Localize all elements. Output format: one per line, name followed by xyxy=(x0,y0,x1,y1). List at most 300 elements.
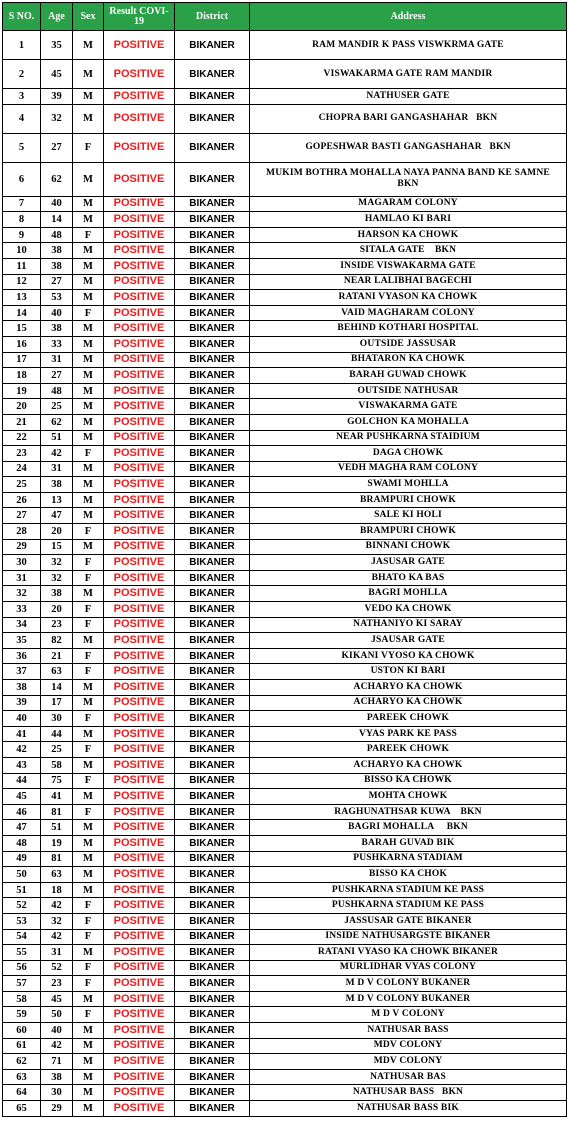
cell-sno: 24 xyxy=(3,461,41,477)
cell-sno: 60 xyxy=(3,1023,41,1039)
cell-sno: 57 xyxy=(3,976,41,992)
cell-district: BIKANER xyxy=(175,368,250,384)
table-row xyxy=(3,321,567,337)
cell-result: POSITIVE xyxy=(104,1054,175,1070)
cell-sno: 1 xyxy=(3,31,41,60)
cell-district: BIKANER xyxy=(175,133,250,162)
cell-sno: 32 xyxy=(3,586,41,602)
cell-age: 71 xyxy=(41,1054,73,1070)
cell-result: POSITIVE xyxy=(104,60,175,89)
cell-address: BRAMPURI CHOWK xyxy=(250,492,567,508)
cell-sno: 33 xyxy=(3,602,41,618)
table-row xyxy=(3,586,567,602)
cell-district: BIKANER xyxy=(175,882,250,898)
table-body xyxy=(3,31,567,1117)
cell-district: BIKANER xyxy=(175,1069,250,1085)
table-row xyxy=(3,773,567,789)
cell-address: NEAR LALIBHAI BAGECHI xyxy=(250,274,567,290)
cell-result: POSITIVE xyxy=(104,913,175,929)
cell-sno: 31 xyxy=(3,570,41,586)
cell-sno: 65 xyxy=(3,1101,41,1117)
table-row xyxy=(3,1007,567,1023)
cell-sex: F xyxy=(73,742,104,758)
cell-address: MAGARAM COLONY xyxy=(250,196,567,212)
cell-address: DAGA CHOWK xyxy=(250,446,567,462)
cell-district: BIKANER xyxy=(175,820,250,836)
table-row xyxy=(3,711,567,727)
cell-address: ACHARYO KA CHOWK xyxy=(250,695,567,711)
cell-sno: 20 xyxy=(3,399,41,415)
cell-sno: 41 xyxy=(3,726,41,742)
cell-district: BIKANER xyxy=(175,835,250,851)
cell-result: POSITIVE xyxy=(104,976,175,992)
cell-sno: 56 xyxy=(3,960,41,976)
cell-sex: M xyxy=(73,258,104,274)
cell-result: POSITIVE xyxy=(104,929,175,945)
cell-address: NATHUSAR BASS BIK xyxy=(250,1101,567,1117)
cell-sex: M xyxy=(73,60,104,89)
cell-address: M D V COLONY BUKANER xyxy=(250,991,567,1007)
cell-age: 63 xyxy=(41,867,73,883)
cell-sex: M xyxy=(73,1069,104,1085)
table-row xyxy=(3,804,567,820)
cell-sex: M xyxy=(73,212,104,228)
cell-district: BIKANER xyxy=(175,1023,250,1039)
cell-result: POSITIVE xyxy=(104,789,175,805)
cell-address: BRAMPURI CHOWK xyxy=(250,524,567,540)
cell-result: POSITIVE xyxy=(104,352,175,368)
table-row xyxy=(3,1101,567,1117)
cell-district: BIKANER xyxy=(175,913,250,929)
cell-age: 31 xyxy=(41,945,73,961)
cell-sno: 62 xyxy=(3,1054,41,1070)
cell-age: 81 xyxy=(41,804,73,820)
table-row xyxy=(3,524,567,540)
cell-age: 13 xyxy=(41,492,73,508)
cell-age: 19 xyxy=(41,835,73,851)
cell-sno: 18 xyxy=(3,368,41,384)
cell-district: BIKANER xyxy=(175,991,250,1007)
cell-result: POSITIVE xyxy=(104,305,175,321)
cell-result: POSITIVE xyxy=(104,867,175,883)
cell-result: POSITIVE xyxy=(104,321,175,337)
cell-age: 58 xyxy=(41,757,73,773)
cell-address: VISWAKARMA GATE xyxy=(250,399,567,415)
cell-sex: M xyxy=(73,89,104,105)
cell-district: BIKANER xyxy=(175,492,250,508)
cell-sex: M xyxy=(73,633,104,649)
cell-age: 42 xyxy=(41,446,73,462)
cell-address: BINNANI CHOWK xyxy=(250,539,567,555)
header-district: District xyxy=(175,3,250,31)
cell-result: POSITIVE xyxy=(104,882,175,898)
cell-result: POSITIVE xyxy=(104,133,175,162)
cell-age: 25 xyxy=(41,742,73,758)
cell-result: POSITIVE xyxy=(104,89,175,105)
table-row xyxy=(3,664,567,680)
table-row xyxy=(3,1023,567,1039)
cell-address: GOPESHWAR BASTI GANGASHAHAR BKN xyxy=(250,133,567,162)
cell-result: POSITIVE xyxy=(104,383,175,399)
cell-age: 48 xyxy=(41,383,73,399)
cell-result: POSITIVE xyxy=(104,648,175,664)
cell-age: 30 xyxy=(41,1085,73,1101)
cell-result: POSITIVE xyxy=(104,695,175,711)
cell-result: POSITIVE xyxy=(104,633,175,649)
cell-sex: M xyxy=(73,991,104,1007)
cell-result: POSITIVE xyxy=(104,617,175,633)
cell-result: POSITIVE xyxy=(104,898,175,914)
cell-result: POSITIVE xyxy=(104,524,175,540)
cell-sex: F xyxy=(73,570,104,586)
cell-address: OUTSIDE NATHUSAR xyxy=(250,383,567,399)
cell-sno: 28 xyxy=(3,524,41,540)
cell-age: 42 xyxy=(41,929,73,945)
cell-district: BIKANER xyxy=(175,773,250,789)
cell-address: RAGHUNATHSAR KUWA BKN xyxy=(250,804,567,820)
table-row xyxy=(3,835,567,851)
cell-sex: M xyxy=(73,726,104,742)
cell-sex: M xyxy=(73,274,104,290)
cell-sno: 7 xyxy=(3,196,41,212)
table-row xyxy=(3,976,567,992)
cell-sex: F xyxy=(73,960,104,976)
table-row xyxy=(3,290,567,306)
cell-sex: F xyxy=(73,602,104,618)
cell-sno: 46 xyxy=(3,804,41,820)
cell-result: POSITIVE xyxy=(104,726,175,742)
cell-address: INSIDE NATHUSARGSTE BIKANER xyxy=(250,929,567,945)
cell-district: BIKANER xyxy=(175,196,250,212)
table-row xyxy=(3,60,567,89)
cell-district: BIKANER xyxy=(175,1007,250,1023)
cell-age: 51 xyxy=(41,820,73,836)
cell-age: 32 xyxy=(41,913,73,929)
table-row xyxy=(3,570,567,586)
cell-sex: M xyxy=(73,430,104,446)
cell-address: PUSHKARNA STADIUM KE PASS xyxy=(250,898,567,914)
table-row xyxy=(3,898,567,914)
cell-sex: M xyxy=(73,508,104,524)
cell-result: POSITIVE xyxy=(104,602,175,618)
cell-sex: F xyxy=(73,227,104,243)
cell-sex: F xyxy=(73,804,104,820)
cell-district: BIKANER xyxy=(175,243,250,259)
cell-district: BIKANER xyxy=(175,290,250,306)
cell-district: BIKANER xyxy=(175,446,250,462)
cell-result: POSITIVE xyxy=(104,274,175,290)
cell-district: BIKANER xyxy=(175,695,250,711)
cell-sex: F xyxy=(73,305,104,321)
cell-sex: M xyxy=(73,1085,104,1101)
cell-address: BISSO KA CHOWK xyxy=(250,773,567,789)
cell-sno: 13 xyxy=(3,290,41,306)
cell-sno: 49 xyxy=(3,851,41,867)
cell-age: 20 xyxy=(41,602,73,618)
cell-age: 15 xyxy=(41,539,73,555)
cell-sex: M xyxy=(73,461,104,477)
header-row xyxy=(3,3,567,31)
table-row xyxy=(3,820,567,836)
cell-sno: 55 xyxy=(3,945,41,961)
cell-address: JSAUSAR GATE xyxy=(250,633,567,649)
table-row xyxy=(3,352,567,368)
table-row xyxy=(3,851,567,867)
cell-address: RAM MANDIR K PASS VISWKRMA GATE xyxy=(250,31,567,60)
cell-district: BIKANER xyxy=(175,414,250,430)
table-row xyxy=(3,1038,567,1054)
cell-sex: M xyxy=(73,162,104,196)
table-row xyxy=(3,617,567,633)
cell-sex: F xyxy=(73,617,104,633)
cell-address: VYAS PARK KE PASS xyxy=(250,726,567,742)
cell-sno: 37 xyxy=(3,664,41,680)
cell-district: BIKANER xyxy=(175,742,250,758)
cell-result: POSITIVE xyxy=(104,804,175,820)
cell-district: BIKANER xyxy=(175,89,250,105)
cell-district: BIKANER xyxy=(175,31,250,60)
cell-result: POSITIVE xyxy=(104,586,175,602)
cell-address: OUTSIDE JASSUSAR xyxy=(250,336,567,352)
header-result: Result COVI-19 xyxy=(104,3,175,31)
cell-district: BIKANER xyxy=(175,60,250,89)
cell-sex: M xyxy=(73,835,104,851)
cell-district: BIKANER xyxy=(175,945,250,961)
cell-result: POSITIVE xyxy=(104,851,175,867)
cell-age: 38 xyxy=(41,321,73,337)
cell-sno: 14 xyxy=(3,305,41,321)
cell-sno: 12 xyxy=(3,274,41,290)
cell-address: BHATARON KA CHOWK xyxy=(250,352,567,368)
cell-district: BIKANER xyxy=(175,539,250,555)
cell-result: POSITIVE xyxy=(104,461,175,477)
cell-age: 81 xyxy=(41,851,73,867)
cell-result: POSITIVE xyxy=(104,492,175,508)
cell-address: NATHUSAR BASS xyxy=(250,1023,567,1039)
cell-district: BIKANER xyxy=(175,1054,250,1070)
cell-age: 21 xyxy=(41,648,73,664)
cell-district: BIKANER xyxy=(175,321,250,337)
cell-address: NATHANIYO KI SARAY xyxy=(250,617,567,633)
cell-sno: 5 xyxy=(3,133,41,162)
cell-sex: M xyxy=(73,539,104,555)
table-row xyxy=(3,104,567,133)
cell-age: 82 xyxy=(41,633,73,649)
cell-age: 42 xyxy=(41,898,73,914)
cell-result: POSITIVE xyxy=(104,1023,175,1039)
cell-sno: 53 xyxy=(3,913,41,929)
cell-district: BIKANER xyxy=(175,352,250,368)
cell-district: BIKANER xyxy=(175,851,250,867)
cell-address: PUSHKARNA STADIAM xyxy=(250,851,567,867)
table-row xyxy=(3,1085,567,1101)
cell-sno: 48 xyxy=(3,835,41,851)
cell-sno: 39 xyxy=(3,695,41,711)
cell-address: BEHIND KOTHARI HOSPITAL xyxy=(250,321,567,337)
table-row xyxy=(3,446,567,462)
cell-sno: 44 xyxy=(3,773,41,789)
cell-address: BISSO KA CHOK xyxy=(250,867,567,883)
cell-sex: M xyxy=(73,104,104,133)
cell-sno: 25 xyxy=(3,477,41,493)
table-row xyxy=(3,89,567,105)
cell-result: POSITIVE xyxy=(104,336,175,352)
table-row xyxy=(3,414,567,430)
cell-sno: 51 xyxy=(3,882,41,898)
cell-sex: M xyxy=(73,867,104,883)
covid-results-table xyxy=(2,2,567,1117)
cell-address: RATANI VYASO KA CHOWK BIKANER xyxy=(250,945,567,961)
cell-age: 31 xyxy=(41,352,73,368)
cell-age: 63 xyxy=(41,664,73,680)
table-row xyxy=(3,602,567,618)
cell-district: BIKANER xyxy=(175,648,250,664)
cell-sex: M xyxy=(73,586,104,602)
cell-result: POSITIVE xyxy=(104,757,175,773)
cell-result: POSITIVE xyxy=(104,1069,175,1085)
cell-sex: M xyxy=(73,1054,104,1070)
cell-district: BIKANER xyxy=(175,399,250,415)
cell-sno: 10 xyxy=(3,243,41,259)
cell-age: 25 xyxy=(41,399,73,415)
cell-age: 52 xyxy=(41,960,73,976)
cell-sex: M xyxy=(73,945,104,961)
cell-age: 42 xyxy=(41,1038,73,1054)
cell-sex: M xyxy=(73,851,104,867)
cell-district: BIKANER xyxy=(175,305,250,321)
cell-sex: F xyxy=(73,913,104,929)
header-sex: Sex xyxy=(73,3,104,31)
cell-age: 30 xyxy=(41,711,73,727)
cell-district: BIKANER xyxy=(175,617,250,633)
cell-result: POSITIVE xyxy=(104,820,175,836)
table-row xyxy=(3,305,567,321)
cell-sex: F xyxy=(73,929,104,945)
cell-address: SALE KI HOLI xyxy=(250,508,567,524)
table-row xyxy=(3,31,567,60)
cell-district: BIKANER xyxy=(175,508,250,524)
cell-sno: 22 xyxy=(3,430,41,446)
cell-address: M D V COLONY xyxy=(250,1007,567,1023)
cell-age: 62 xyxy=(41,162,73,196)
cell-result: POSITIVE xyxy=(104,258,175,274)
cell-district: BIKANER xyxy=(175,757,250,773)
cell-result: POSITIVE xyxy=(104,555,175,571)
cell-age: 27 xyxy=(41,274,73,290)
cell-sex: M xyxy=(73,196,104,212)
cell-sno: 63 xyxy=(3,1069,41,1085)
cell-age: 44 xyxy=(41,726,73,742)
cell-address: JASSUSAR GATE BIKANER xyxy=(250,913,567,929)
table-row xyxy=(3,757,567,773)
cell-sno: 45 xyxy=(3,789,41,805)
cell-sex: M xyxy=(73,695,104,711)
cell-sex: M xyxy=(73,757,104,773)
cell-sex: M xyxy=(73,336,104,352)
cell-age: 14 xyxy=(41,680,73,696)
cell-sex: M xyxy=(73,321,104,337)
cell-address: NATHUSER GATE xyxy=(250,89,567,105)
cell-district: BIKANER xyxy=(175,227,250,243)
cell-sex: M xyxy=(73,414,104,430)
cell-district: BIKANER xyxy=(175,212,250,228)
cell-district: BIKANER xyxy=(175,524,250,540)
cell-sex: M xyxy=(73,680,104,696)
cell-district: BIKANER xyxy=(175,633,250,649)
cell-sno: 59 xyxy=(3,1007,41,1023)
cell-address: ACHARYO KA CHOWK xyxy=(250,757,567,773)
table-row xyxy=(3,461,567,477)
cell-result: POSITIVE xyxy=(104,446,175,462)
cell-district: BIKANER xyxy=(175,586,250,602)
cell-district: BIKANER xyxy=(175,680,250,696)
cell-sno: 6 xyxy=(3,162,41,196)
cell-sno: 9 xyxy=(3,227,41,243)
cell-age: 45 xyxy=(41,991,73,1007)
cell-district: BIKANER xyxy=(175,1038,250,1054)
table-row xyxy=(3,742,567,758)
cell-district: BIKANER xyxy=(175,726,250,742)
cell-result: POSITIVE xyxy=(104,243,175,259)
cell-address: MUKIM BOTHRA MOHALLA NAYA PANNA BAND KE SAMNE BKN xyxy=(250,162,567,196)
table-row xyxy=(3,383,567,399)
cell-sex: F xyxy=(73,555,104,571)
cell-age: 23 xyxy=(41,976,73,992)
cell-district: BIKANER xyxy=(175,258,250,274)
cell-sex: F xyxy=(73,711,104,727)
cell-sno: 42 xyxy=(3,742,41,758)
cell-age: 38 xyxy=(41,586,73,602)
cell-age: 39 xyxy=(41,89,73,105)
cell-address: ACHARYO KA CHOWK xyxy=(250,680,567,696)
cell-address: BARAH GUVAD BIK xyxy=(250,835,567,851)
table-row xyxy=(3,882,567,898)
cell-result: POSITIVE xyxy=(104,664,175,680)
cell-sno: 35 xyxy=(3,633,41,649)
cell-sex: M xyxy=(73,1038,104,1054)
cell-result: POSITIVE xyxy=(104,368,175,384)
cell-age: 53 xyxy=(41,290,73,306)
cell-address: SWAMI MOHLLA xyxy=(250,477,567,493)
cell-sno: 64 xyxy=(3,1085,41,1101)
cell-result: POSITIVE xyxy=(104,570,175,586)
cell-sno: 30 xyxy=(3,555,41,571)
cell-result: POSITIVE xyxy=(104,104,175,133)
table-row xyxy=(3,258,567,274)
cell-address: KIKANI VYOSO KA CHOWK xyxy=(250,648,567,664)
cell-sno: 34 xyxy=(3,617,41,633)
cell-sex: M xyxy=(73,477,104,493)
cell-sex: M xyxy=(73,492,104,508)
cell-result: POSITIVE xyxy=(104,290,175,306)
cell-sno: 17 xyxy=(3,352,41,368)
cell-age: 32 xyxy=(41,555,73,571)
cell-sex: M xyxy=(73,1023,104,1039)
cell-sno: 15 xyxy=(3,321,41,337)
table-row xyxy=(3,508,567,524)
table-row xyxy=(3,929,567,945)
cell-address: HAMLAO KI BARI xyxy=(250,212,567,228)
cell-sex: M xyxy=(73,882,104,898)
cell-district: BIKANER xyxy=(175,929,250,945)
cell-age: 51 xyxy=(41,430,73,446)
cell-age: 40 xyxy=(41,196,73,212)
cell-district: BIKANER xyxy=(175,430,250,446)
table-row xyxy=(3,726,567,742)
cell-sex: F xyxy=(73,773,104,789)
table-row xyxy=(3,430,567,446)
cell-address: VEDH MAGHA RAM COLONY xyxy=(250,461,567,477)
